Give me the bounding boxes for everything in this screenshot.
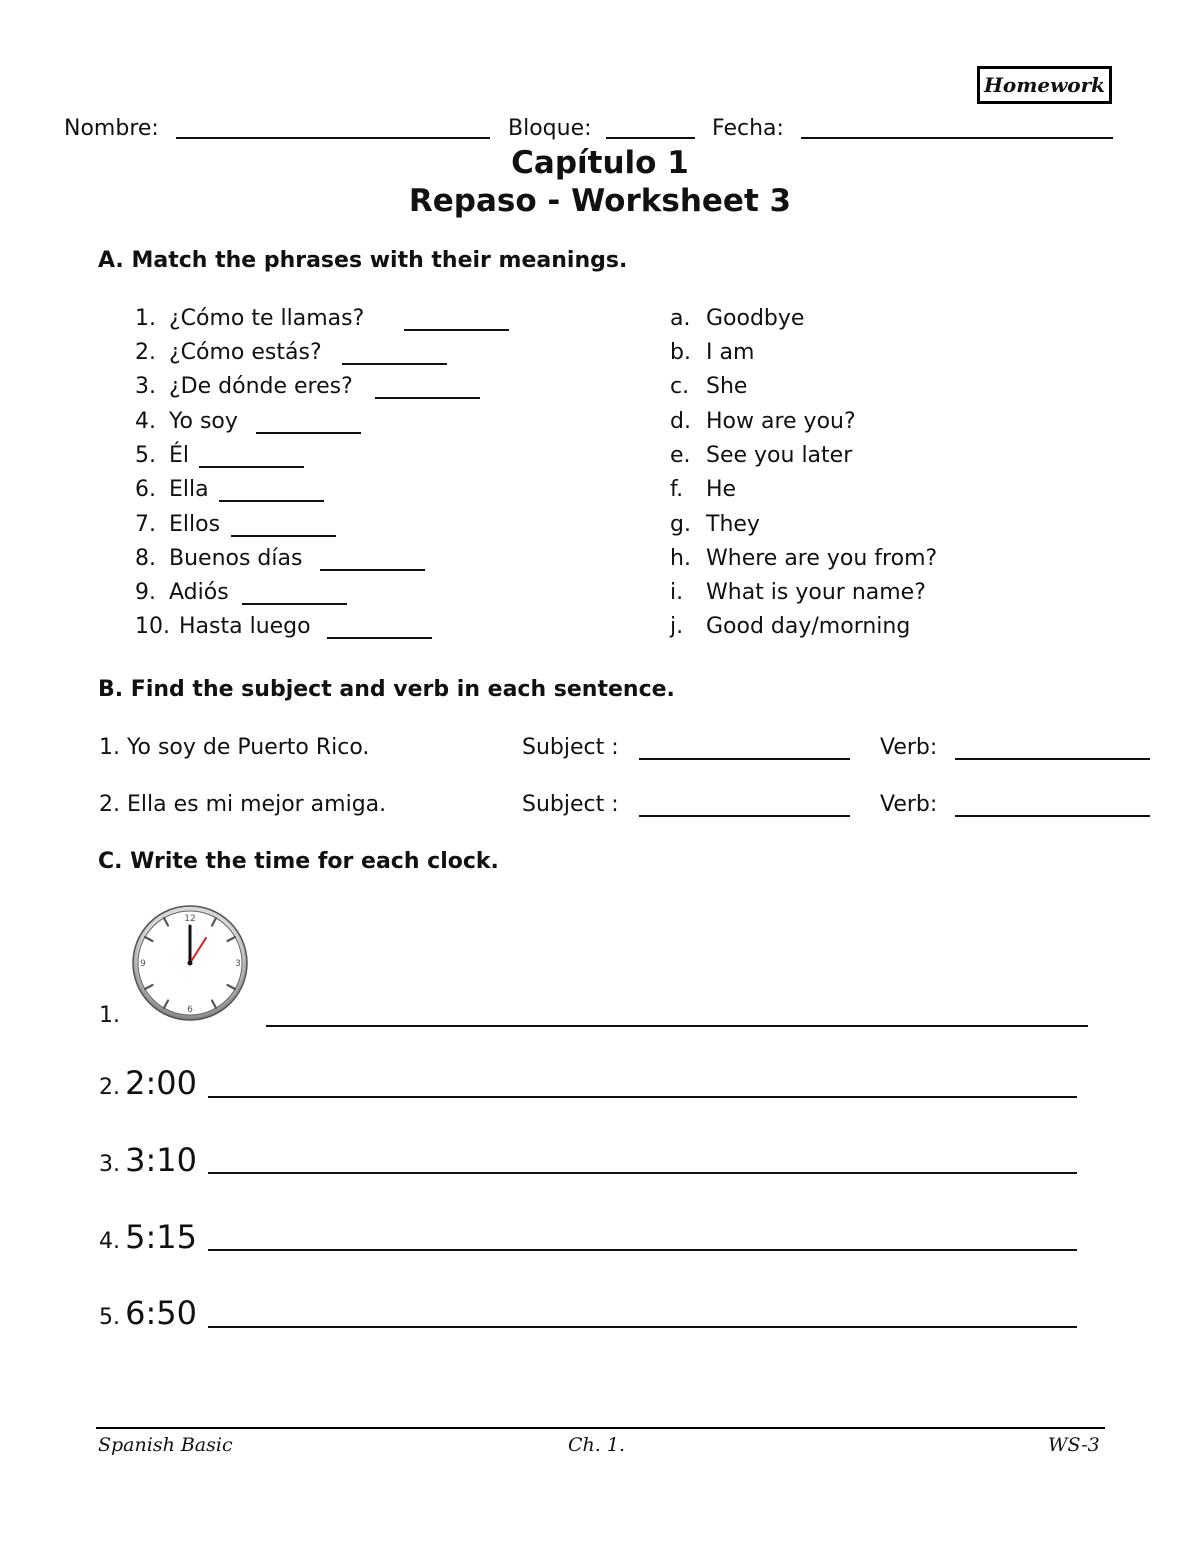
clock-label: 12 <box>184 914 196 924</box>
verb-label: Verb: <box>880 735 938 760</box>
footer-divider <box>96 1427 1105 1429</box>
answer-blank[interactable] <box>404 329 509 331</box>
fecha-label: Fecha: <box>712 116 784 141</box>
nombre-field[interactable] <box>176 137 490 139</box>
meaning-item: j. Good day/morning <box>670 614 911 639</box>
subject-blank[interactable] <box>639 815 850 817</box>
time-item: 3. 3:10 <box>99 1141 197 1179</box>
bloque-field[interactable] <box>606 137 695 139</box>
phrase-item: 4. Yo soy <box>135 409 238 434</box>
clock-label: 6 <box>187 1005 193 1015</box>
phrase-item: 2. ¿Cómo estás? <box>135 340 322 365</box>
clock-label: 9 <box>140 959 146 969</box>
meaning-item: c. She <box>670 374 748 399</box>
meaning-item: b. I am <box>670 340 755 365</box>
verb-label: Verb: <box>880 792 938 817</box>
subject-blank[interactable] <box>639 758 850 760</box>
phrase-item: 9. Adiós <box>135 580 229 605</box>
meaning-item: f. He <box>670 477 737 502</box>
time-item: 2. 2:00 <box>99 1064 197 1102</box>
answer-blank[interactable] <box>320 569 425 571</box>
time-answer-line[interactable] <box>208 1096 1077 1098</box>
time-answer-line[interactable] <box>208 1249 1077 1251</box>
meaning-item: h. Where are you from? <box>670 546 938 571</box>
fecha-field[interactable] <box>801 137 1113 139</box>
answer-blank[interactable] <box>219 500 324 502</box>
meaning-item: d. How are you? <box>670 409 856 434</box>
chapter-title: Capítulo 1 <box>511 145 689 181</box>
time-answer-line[interactable] <box>208 1172 1077 1174</box>
answer-blank[interactable] <box>231 535 336 537</box>
clock-icon <box>130 904 250 1022</box>
bloque-label: Bloque: <box>508 116 592 141</box>
meaning-item: e. See you later <box>670 443 853 468</box>
phrase-item: 10. Hasta luego <box>135 614 311 639</box>
sentence-1: 1. Yo soy de Puerto Rico. <box>99 735 370 760</box>
phrase-item: 8. Buenos días <box>135 546 303 571</box>
time-answer-line[interactable] <box>266 1025 1088 1027</box>
clock-item-number: 1. <box>99 1003 120 1028</box>
phrase-item: 1. ¿Cómo te llamas? <box>135 306 365 331</box>
section-b-heading: B. Find the subject and verb in each sentence. <box>98 677 675 702</box>
time-value: 5:15 <box>125 1218 197 1256</box>
nombre-label: Nombre: <box>64 116 159 141</box>
answer-blank[interactable] <box>375 397 480 399</box>
verb-blank[interactable] <box>955 815 1150 817</box>
answer-blank[interactable] <box>327 637 432 639</box>
verb-blank[interactable] <box>955 758 1150 760</box>
section-a-heading: A. Match the phrases with their meanings. <box>98 248 628 273</box>
answer-blank[interactable] <box>256 432 361 434</box>
meaning-item: i. What is your name? <box>670 580 926 605</box>
homework-badge: Homework <box>977 66 1112 104</box>
time-item: 5. 6:50 <box>99 1294 197 1332</box>
footer-chapter: Ch. 1. <box>568 1434 625 1456</box>
answer-blank[interactable] <box>242 603 347 605</box>
worksheet-title: Repaso - Worksheet 3 <box>408 183 792 219</box>
subject-label: Subject : <box>522 735 619 760</box>
time-value: 3:10 <box>125 1141 197 1179</box>
answer-blank[interactable] <box>199 466 304 468</box>
footer-course: Spanish Basic <box>98 1434 233 1456</box>
phrase-item: 3. ¿De dónde eres? <box>135 374 353 399</box>
subject-label: Subject : <box>522 792 619 817</box>
clock-label: 3 <box>235 959 241 969</box>
phrase-item: 6. Ella <box>135 477 209 502</box>
phrase-item: 7. Ellos <box>135 512 221 537</box>
sentence-2: 2. Ella es mi mejor amiga. <box>99 792 387 817</box>
section-c-heading: C. Write the time for each clock. <box>98 849 499 874</box>
phrase-item: 5. Él <box>135 443 190 468</box>
answer-blank[interactable] <box>342 363 447 365</box>
time-answer-line[interactable] <box>208 1326 1077 1328</box>
footer-worksheet-id: WS-3 <box>1048 1434 1100 1456</box>
meaning-item: a. Goodbye <box>670 306 805 331</box>
time-item: 4. 5:15 <box>99 1218 197 1256</box>
time-value: 2:00 <box>125 1064 197 1102</box>
time-value: 6:50 <box>125 1294 197 1332</box>
meaning-item: g. They <box>670 512 760 537</box>
